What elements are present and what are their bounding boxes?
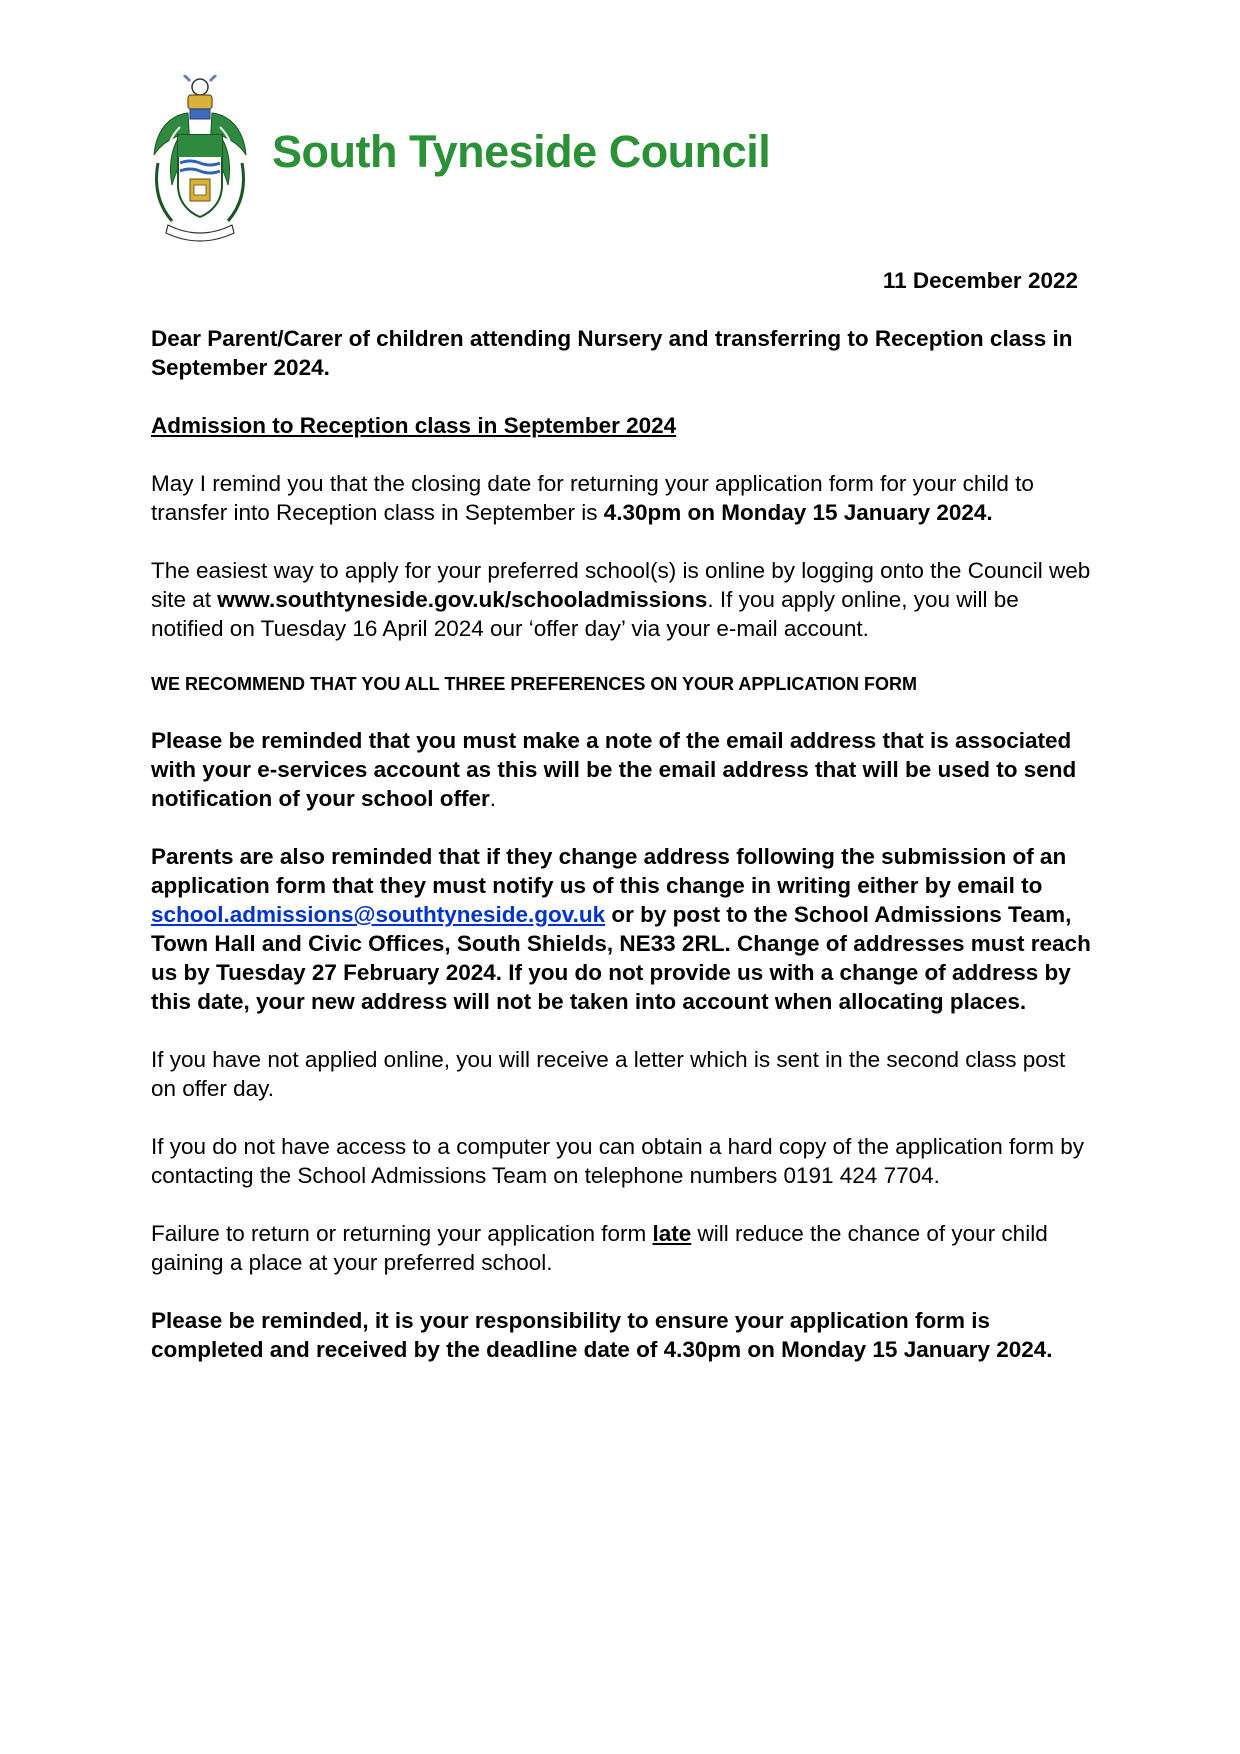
change-address-text-end: or by post to the School Admissions Team, Town Hall and Civic Offices, South Shields, NE33 2RL. Change of addresses must reach us by Tuesday 27 February 2024. If you do not provide us with a change of address by this date, your new address will not be taken into account when allocating places.	[151, 902, 1091, 1014]
late-return-text: Failure to return or returning your application form	[151, 1221, 653, 1246]
letter-body	[151, 266, 1096, 1393]
late-return-paragraph	[151, 1219, 1096, 1277]
responsibility-paragraph: Please be reminded, it is your responsibility to ensure your application form is completed and received by the deadline date of 4.30pm on Monday 15 January 2024.	[151, 1308, 1053, 1362]
letter-date: 11 December 2022	[882, 268, 1078, 293]
late-emphasis: late	[652, 1221, 692, 1246]
admissions-email-link[interactable]: school.admissions@southtyneside.gov.uk	[151, 902, 606, 927]
email-reminder-end: .	[489, 786, 497, 811]
apply-online-paragraph	[151, 556, 1096, 643]
subject-line	[151, 411, 1096, 440]
salutation: Dear Parent/Carer of children attending Nursery and transferring to Reception class in September 2024.	[151, 326, 1073, 380]
apply-online-text: The easiest way to apply for your preferred school(s) is online by logging onto the Council web site at	[151, 558, 1091, 612]
council-crest-logo	[150, 75, 250, 245]
council-name: South Tyneside Council	[272, 126, 771, 177]
hard-copy-paragraph: If you do not have access to a computer you can obtain a hard copy of the application form by contacting the School Admissions Team on telephone numbers 0191 424 7704.	[151, 1134, 1085, 1188]
preferences-notice: WE RECOMMEND THAT YOU ALL THREE PREFERENCES ON YOUR APPLICATION FORM	[151, 674, 918, 694]
change-address-text: Parents are also reminded that if they change address following the submission of an application form that they must notify us of this change in writing either by email to	[151, 844, 1067, 898]
late-return-text-end: will reduce the chance of your child gaining a place at your preferred school.	[151, 1221, 1048, 1275]
change-address-paragraph	[151, 842, 1096, 1016]
email-reminder-paragraph	[151, 726, 1096, 813]
apply-online-text-end: . If you apply online, you will be notified on Tuesday 16 April 2024 our ‘offer day’ via your e-mail account.	[151, 587, 1019, 641]
closing-date-deadline: 4.30pm on Monday 15 January 2024.	[603, 500, 993, 525]
closing-date-paragraph	[151, 469, 1096, 527]
email-reminder-text: Please be reminded that you must make a note of the email address that is associated with your e-services account as this will be the email address that will be used to send notification of your school offer	[151, 728, 1077, 811]
closing-date-text: May I remind you that the closing date for returning your application form for your child to transfer into Reception class in September is	[151, 471, 1034, 525]
offline-letter-paragraph: If you have not applied online, you will receive a letter which is sent in the second class post on offer day.	[151, 1047, 1066, 1101]
admissions-web-address: www.southtyneside.gov.uk/schooladmissions	[217, 587, 708, 612]
subject-text: Admission to Reception class in September 2024	[151, 413, 677, 438]
